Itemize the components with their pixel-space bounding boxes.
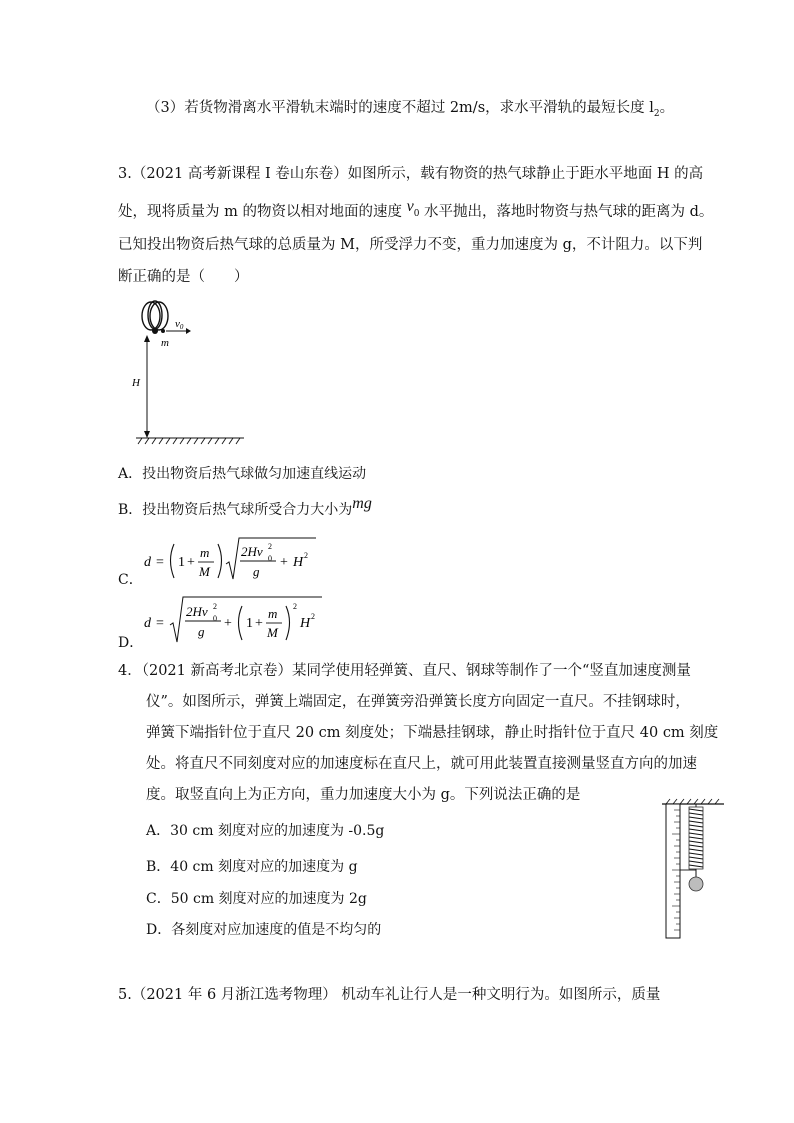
q3-option-d: D． [118, 635, 144, 651]
ceiling-hatch [666, 799, 719, 804]
q4-line2: 仪”。如图所示，弹簧上端固定，在弹簧旁沿弹簧长度方向固定一直尺。不挂钢球时， [146, 694, 690, 710]
equation-d [140, 592, 340, 650]
height-arrow-bottom [144, 431, 150, 438]
svg-text:=: = [156, 555, 164, 570]
svg-text:2Hv: 2Hv [186, 604, 208, 619]
q4-option-d: D．各刻度对应加速度的值是不均匀的 [146, 922, 382, 938]
svg-text:H: H [293, 555, 304, 570]
q2-part3: （3）若货物滑离水平滑轨末端时的速度不超过 2m/s，求水平滑轨的最短长度 $l_2$。 [146, 100, 675, 119]
ground-hatch [138, 438, 240, 444]
balloon-figure [128, 298, 253, 446]
svg-text:+: + [224, 616, 232, 631]
svg-text:2: 2 [213, 602, 217, 611]
eq-c-paren-right [218, 544, 222, 578]
svg-text:d: d [144, 555, 151, 570]
svg-text:1: 1 [178, 555, 185, 570]
q3-option-b: B．投出物资后热气球所受合力大小为mg [118, 495, 372, 518]
q4-option-a: A．30 cm 刻度对应的加速度为 -0.5g [146, 823, 385, 839]
spring [689, 804, 703, 867]
q3-line2: 处，现将质量为 m 的物资以相对地面的速度 $v_0$ 水平抛出，落地时物资与热气球的距离为 d。 [118, 198, 714, 220]
svg-text:0: 0 [213, 614, 217, 623]
height-arrow-top [144, 335, 150, 342]
svg-text:+: + [187, 555, 195, 570]
svg-text:2: 2 [293, 602, 297, 611]
velocity-arrowhead [186, 328, 191, 334]
svg-text:g: g [198, 624, 205, 639]
svg-text:m: m [200, 545, 210, 560]
svg-text:M: M [199, 564, 210, 579]
svg-text:M: M [267, 625, 278, 640]
q4-option-b: B．40 cm 刻度对应的加速度为 g [146, 859, 358, 875]
q5-line1: 5.（2021 年 6 月浙江选考物理） 机动车礼让行人是一种文明行为。如图所示，质量 [118, 987, 661, 1003]
equation-c [140, 533, 340, 588]
eq-d-paren-left [239, 606, 243, 640]
q3-line4: 断正确的是（ ） [118, 269, 249, 285]
fig-m-label: m [161, 337, 169, 349]
svg-text:=: = [156, 616, 164, 631]
q4-line4: 处。将直尺不同刻度对应的加速度标在直尺上，就可用此装置直接测量竖直方向的加速 [146, 756, 697, 772]
steel-ball [689, 877, 703, 891]
svg-text:2Hv: 2Hv [241, 544, 263, 559]
fig-H-label: H [132, 377, 140, 389]
eq-d-paren-right [286, 606, 290, 640]
svg-text:2: 2 [268, 542, 272, 551]
svg-text:2: 2 [304, 551, 308, 560]
q4-line1: 4．（2021 新高考北京卷）某同学使用轻弹簧、直尺、钢球等制作了一个“竖直加速度测量 [118, 663, 691, 679]
svg-text:m: m [268, 606, 278, 621]
fig-v0-label: v0 [175, 318, 184, 331]
q3-line1: 3.（2021 高考新课程 I 卷山东卷）如图所示，载有物资的热气球静止于距水平地面 H 的高 [118, 166, 704, 182]
svg-text:+: + [255, 616, 263, 631]
svg-text:H: H [300, 616, 311, 631]
svg-text:0: 0 [268, 554, 272, 563]
q3-line3: 已知投出物资后热气球的总质量为 M，所受浮力不变，重力加速度为 g，不计阻力。以下判 [118, 237, 703, 253]
eq-c-paren-left [171, 544, 175, 578]
q3-option-a: A．投出物资后热气球做匀加速直线运动 [118, 466, 367, 482]
q4-option-c: C．50 cm 刻度对应的加速度为 2g [146, 891, 367, 907]
q3-option-c: C． [118, 572, 143, 588]
spring-ruler-figure [660, 798, 726, 940]
svg-text:d: d [144, 616, 151, 631]
svg-text:g: g [253, 564, 260, 579]
q4-line3: 弹簧下端指针位于直尺 20 cm 刻度处；下端悬挂钢球，静止时指针位于直尺 40 cm 刻度 [146, 725, 719, 741]
svg-text:+: + [280, 555, 288, 570]
svg-text:2: 2 [311, 612, 315, 621]
gondola [152, 328, 158, 334]
cargo-dot [161, 329, 165, 333]
q4-line5: 度。取竖直向上为正方向，重力加速度大小为 g。下列说法正确的是 [146, 787, 581, 803]
svg-text:1: 1 [246, 616, 253, 631]
